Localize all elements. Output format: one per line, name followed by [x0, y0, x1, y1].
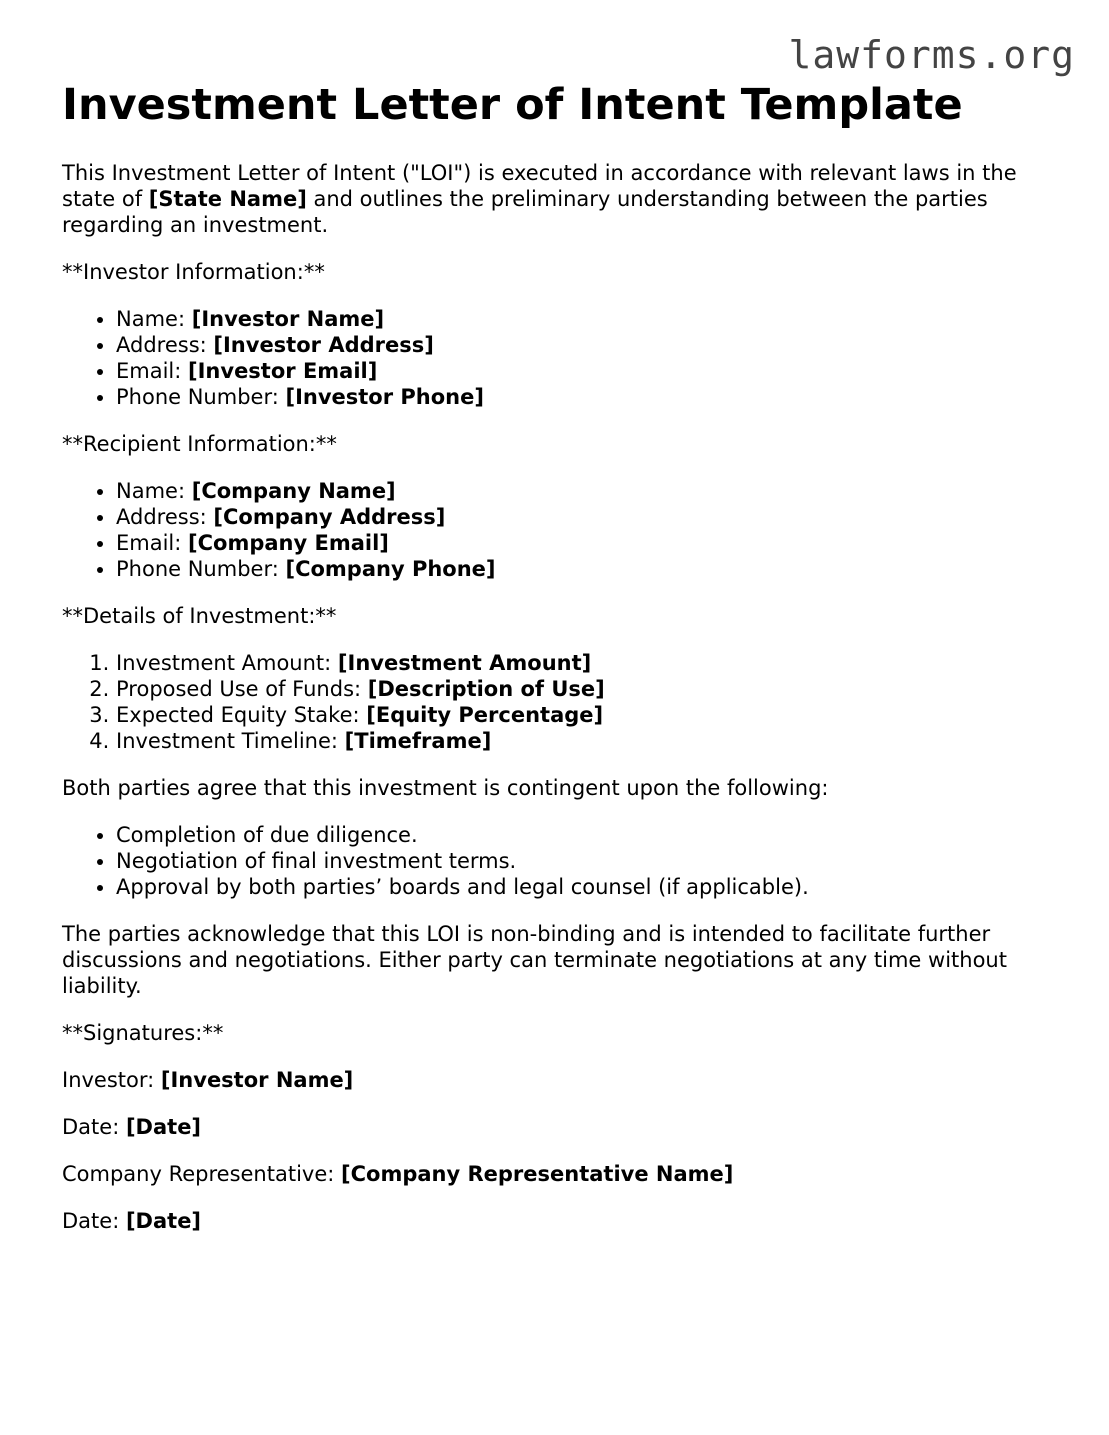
field-placeholder: [Date] — [125, 1115, 202, 1139]
field-placeholder: [Company Representative Name] — [341, 1162, 734, 1186]
intro-text-2: and outlines the preliminary understanding between the parties regarding an investment. — [62, 187, 988, 237]
list-item — [116, 478, 1052, 504]
field-label: Expected Equity Stake: — [116, 703, 367, 727]
list-item — [116, 676, 1052, 702]
field-label: Email: — [116, 531, 189, 555]
field-placeholder: [Company Address] — [213, 505, 446, 529]
field-label: Address: — [116, 505, 214, 529]
signatures-heading: **Signatures:** — [62, 1021, 224, 1045]
list-item — [116, 332, 1052, 358]
investment-details-heading: **Details of Investment:** — [62, 604, 337, 628]
list-item — [116, 358, 1052, 384]
list-item — [116, 702, 1052, 728]
field-label: Company Representative: — [62, 1162, 342, 1186]
watermark-logo: lawforms.org — [788, 33, 1075, 77]
list-item: • Approval by both parties’ boards and legal counsel (if applicable). — [116, 874, 1052, 900]
list-item — [116, 556, 1052, 582]
field-placeholder: [Description of Use] — [367, 677, 605, 701]
investor-date-line — [62, 1114, 1052, 1140]
recipient-info-heading: **Recipient Information:** — [62, 432, 337, 456]
list-item: • Completion of due diligence. — [116, 822, 1052, 848]
field-placeholder: [Company Name] — [191, 479, 396, 503]
field-label: Name: — [116, 307, 192, 331]
list-item — [116, 728, 1052, 754]
intro-paragraph — [62, 160, 1052, 238]
field-label: Email: — [116, 359, 189, 383]
field-placeholder: [Investor Address] — [213, 333, 434, 357]
acknowledgement-paragraph: The parties acknowledge that this LOI is non-binding and is intended to facilitate further discussions and negotiations. Either party can terminate negotiations at any time without liability. — [62, 922, 1007, 998]
field-placeholder: [Equity Percentage] — [366, 703, 604, 727]
list-item — [116, 306, 1052, 332]
field-placeholder: [Investor Name] — [160, 1068, 354, 1092]
investor-info-heading: **Investor Information:** — [62, 260, 325, 284]
field-label: Name: — [116, 479, 192, 503]
field-placeholder: [Timeframe] — [344, 729, 492, 753]
investor-signature-line — [62, 1067, 1052, 1093]
field-label: Address: — [116, 333, 214, 357]
contingency-intro: Both parties agree that this investment is contingent upon the following: — [62, 776, 829, 800]
field-label: Proposed Use of Funds: — [116, 677, 368, 701]
field-placeholder: [Company Phone] — [285, 557, 496, 581]
field-label: Investment Amount: — [116, 651, 338, 675]
list-item — [116, 650, 1052, 676]
field-placeholder: [Investor Name] — [191, 307, 385, 331]
field-placeholder: [Investor Phone] — [285, 385, 484, 409]
document-body — [62, 80, 1052, 1255]
recipient-info-list — [62, 478, 1052, 582]
intro-text-1: This Investment Letter of Intent ("LOI") is executed in accordance with relevant laws in the state of — [62, 161, 1017, 211]
field-label: Date: — [62, 1115, 126, 1139]
field-placeholder: [Date] — [125, 1209, 202, 1233]
list-item — [116, 530, 1052, 556]
investment-details-list — [62, 650, 1052, 754]
list-item: • Negotiation of final investment terms. — [116, 848, 1052, 874]
field-label: Investment Timeline: — [116, 729, 345, 753]
document-title: Investment Letter of Intent Template — [62, 80, 963, 130]
company-date-line — [62, 1208, 1052, 1234]
field-placeholder: [Company Email] — [188, 531, 389, 555]
field-label: Phone Number: — [116, 385, 286, 409]
field-label: Date: — [62, 1209, 126, 1233]
contingency-list — [62, 822, 1052, 900]
field-label: Investor: — [62, 1068, 161, 1092]
field-placeholder: [Investment Amount] — [337, 651, 592, 675]
field-label: Phone Number: — [116, 557, 286, 581]
list-item — [116, 384, 1052, 410]
list-item — [116, 504, 1052, 530]
company-signature-line — [62, 1161, 1052, 1187]
investor-info-list — [62, 306, 1052, 410]
field-placeholder: [Investor Email] — [188, 359, 378, 383]
state-name-placeholder: [State Name] — [148, 187, 307, 211]
